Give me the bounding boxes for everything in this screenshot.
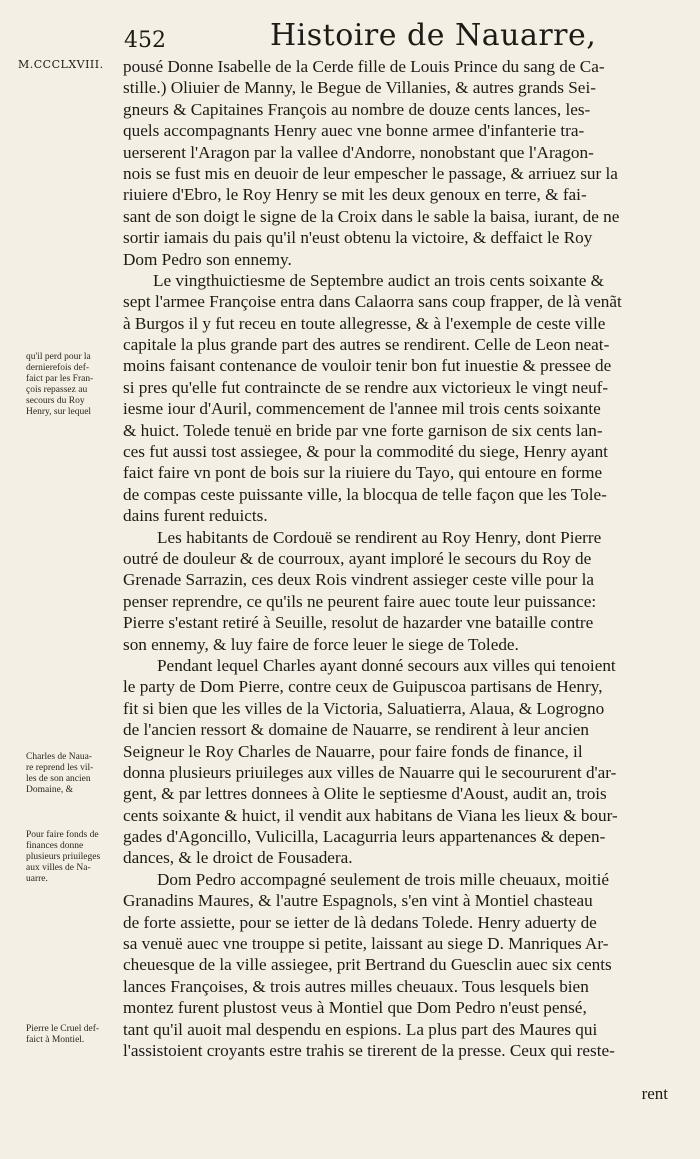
text-line: gades d'Agoncillo, Vulicilla, Lacagurria leurs appartenances & depen- — [123, 827, 606, 847]
margin-note-line: secours du Roy — [26, 396, 85, 406]
margin-note-2 — [26, 752, 118, 796]
body-text — [123, 56, 668, 1061]
catchword: rent — [641, 1084, 668, 1103]
text-line: & huict. Tolede tenuë en bride par vne forte garnison de six cents lan- — [123, 420, 603, 440]
text-line: iesme iour d'Auril, commencement de l'annee mil trois cents soixante — [123, 399, 601, 419]
paragraph-4 — [123, 655, 668, 869]
text-line: à Burgos il y fut receu en toute allegresse, & à l'exemple de ceste ville — [123, 313, 606, 333]
text-line: sept l'armee Françoise entra dans Calaorra sans coup frapper, de là venãt — [123, 292, 622, 312]
text-line: sortir iamais du pais qu'il n'eust obtenu la victoire, & deffaict le Roy — [123, 228, 593, 248]
text-line: donna plusieurs priuileges aux villes de Nauarre qui le secoururent d'ar- — [123, 762, 617, 782]
text-line: Granadins Maures, & l'autre Espagnols, s'en vint à Montiel chasteau — [123, 891, 593, 911]
text-line: le party de Dom Pierre, contre ceux de Guipuscoa partisans de Henry, — [123, 677, 603, 697]
text-line: tant qu'il auoit mal despendu en espions. La plus part des Maures qui — [123, 1019, 598, 1039]
text-line: montez furent plustost veus à Montiel que Dom Pedro n'eust pensé, — [123, 998, 587, 1018]
page-header — [0, 14, 700, 54]
text-line: sa venuë auec vne trouppe si petite, laissant au siege D. Manriques Ar- — [123, 934, 609, 954]
margin-note-line: faict par les Fran- — [26, 374, 94, 384]
margin-note-line: Pour faire fonds de — [26, 830, 99, 840]
text-line: penser reprendre, ce qu'ils ne peurent faire auec toute leur puissance: — [123, 591, 597, 611]
text-line: Grenade Sarrazin, ces deux Rois vindrent assieger ceste ville pour la — [123, 570, 595, 590]
paragraph-2 — [123, 270, 668, 527]
margin-note-line: finances donne — [26, 841, 84, 851]
text-line: pousé Donne Isabelle de la Cerde fille de Louis Prince du sang de Ca- — [123, 57, 605, 76]
text-line: Les habitants de Cordouë se rendirent au Roy Henry, dont Pierre — [157, 527, 602, 547]
text-line: quels accompagnants Henry auec vne bonne armee d'infanterie tra- — [123, 121, 585, 141]
margin-note-line: re reprend les vil- — [26, 763, 94, 773]
margin-note-4 — [26, 1024, 118, 1046]
text-line: dains furent reduicts. — [123, 506, 268, 526]
text-line: ces fut aussi tost assiegee, & pour la commodité du siege, Henry ayant — [123, 442, 608, 462]
running-title: Histoire de Nauarre, — [270, 18, 597, 53]
margin-note-line: dernierefois def- — [26, 363, 90, 373]
text-line: si pres qu'elle fut contraincte de se rendre aux victorieux le vingt neuf- — [123, 377, 609, 397]
text-line: stille.) Oliuier de Manny, le Begue de Villanies, & autres grands Sei- — [123, 78, 596, 98]
text-line: capitale la plus grande part des autres se rendirent. Celle de Leon neat- — [123, 335, 610, 355]
margin-note-line: qu'il perd pour la — [26, 352, 91, 362]
margin-note-line: Domaine, & — [26, 785, 73, 795]
text-line: uerserent l'Aragon par la vallee d'Andorre, nonobstant que l'Aragon- — [123, 142, 594, 162]
margin-note-3 — [26, 830, 118, 885]
text-line: Pendant lequel Charles ayant donné secours aux villes qui tenoient — [157, 655, 616, 675]
margin-note-line: Henry, sur lequel — [26, 407, 92, 417]
paragraph-1 — [123, 56, 668, 270]
margin-note-line: Charles de Naua- — [26, 752, 92, 762]
text-line: outré de douleur & de courroux, ayant imploré le secours du Roy de — [123, 548, 592, 568]
text-line: lances Françoises, & trois autres milles cheuaux. Tous lesquels bien — [123, 976, 589, 996]
margin-year: M.CCCLXVIII. — [18, 58, 104, 71]
text-line: Le vingthuictiesme de Septembre audict an trois cents soixante & — [153, 270, 605, 290]
text-line: Dom Pedro accompagné seulement de trois mille cheuaux, moitié — [157, 869, 609, 889]
margin-note-line: plusieurs priuileges — [26, 852, 101, 862]
text-line: de l'ancien ressort & domaine de Nauarre, se rendirent à leur ancien — [123, 720, 589, 740]
text-line: gneurs & Capitaines François au nombre de douze cents lances, les- — [123, 99, 591, 119]
text-line: l'assistoient croyants estre trahis se tirerent de la presse. Ceux qui reste- — [123, 1040, 615, 1060]
text-line: cents soixante & huict, il vendit aux habitans de Viana les lieux & bour- — [123, 805, 618, 825]
text-line: faict faire vn pont de bois sur la riuiere du Tayo, qui entoure en forme — [123, 463, 603, 483]
margin-note-line: faict à Montiel. — [26, 1035, 85, 1045]
text-line: riuiere d'Ebro, le Roy Henry se mit les deux genoux en terre, & fai- — [123, 185, 587, 205]
page-number: 452 — [124, 28, 166, 53]
text-line: moins faisant contenance de vouloir tenir bon fut inuestie & pressee de — [123, 356, 612, 376]
paragraph-5 — [123, 869, 668, 1062]
text-line: gent, & par lettres donnees à Olite le septiesme d'Aoust, audit an, trois — [123, 784, 607, 804]
text-line: Pierre s'estant retiré à Seuille, resolut de hazarder vne bataille contre — [123, 613, 594, 633]
text-line: sant de son doigt le signe de la Croix dans le sable la baisa, iurant, de ne — [123, 206, 620, 226]
paragraph-3 — [123, 527, 668, 655]
margin-note-line: çois repassez au — [26, 385, 88, 395]
margin-note-line: les de son ancien — [26, 774, 91, 784]
text-line: son ennemy, & luy faire de force leuer le siege de Tolede. — [123, 634, 519, 654]
text-line: de compas ceste puissante ville, la blocqua de telle façon que les Tole- — [123, 484, 607, 504]
margin-note-line: aux villes de Na- — [26, 863, 91, 873]
text-line: dances, & le droict de Fousadera. — [123, 848, 353, 868]
text-line: Dom Pedro son ennemy. — [123, 249, 292, 269]
text-line: fit si bien que les villes de la Victoria, Saluatierra, Alaua, & Logrogno — [123, 698, 605, 718]
margin-note-line: uarre. — [26, 874, 48, 884]
text-line: Seigneur le Roy Charles de Nauarre, pour faire fonds de finance, il — [123, 741, 583, 761]
margin-note-line: Pierre le Cruel def- — [26, 1024, 100, 1034]
text-line: nois se fust mis en deuoir de leur empescher le passage, & arriuez sur la — [123, 163, 618, 183]
text-line: de forte assiette, pour se ietter de là dedans Tolede. Henry aduerty de — [123, 912, 597, 932]
text-line: cheuesque de la ville assiegee, prit Bertrand du Guesclin auec six cents — [123, 955, 612, 975]
margin-note-1 — [26, 352, 118, 418]
